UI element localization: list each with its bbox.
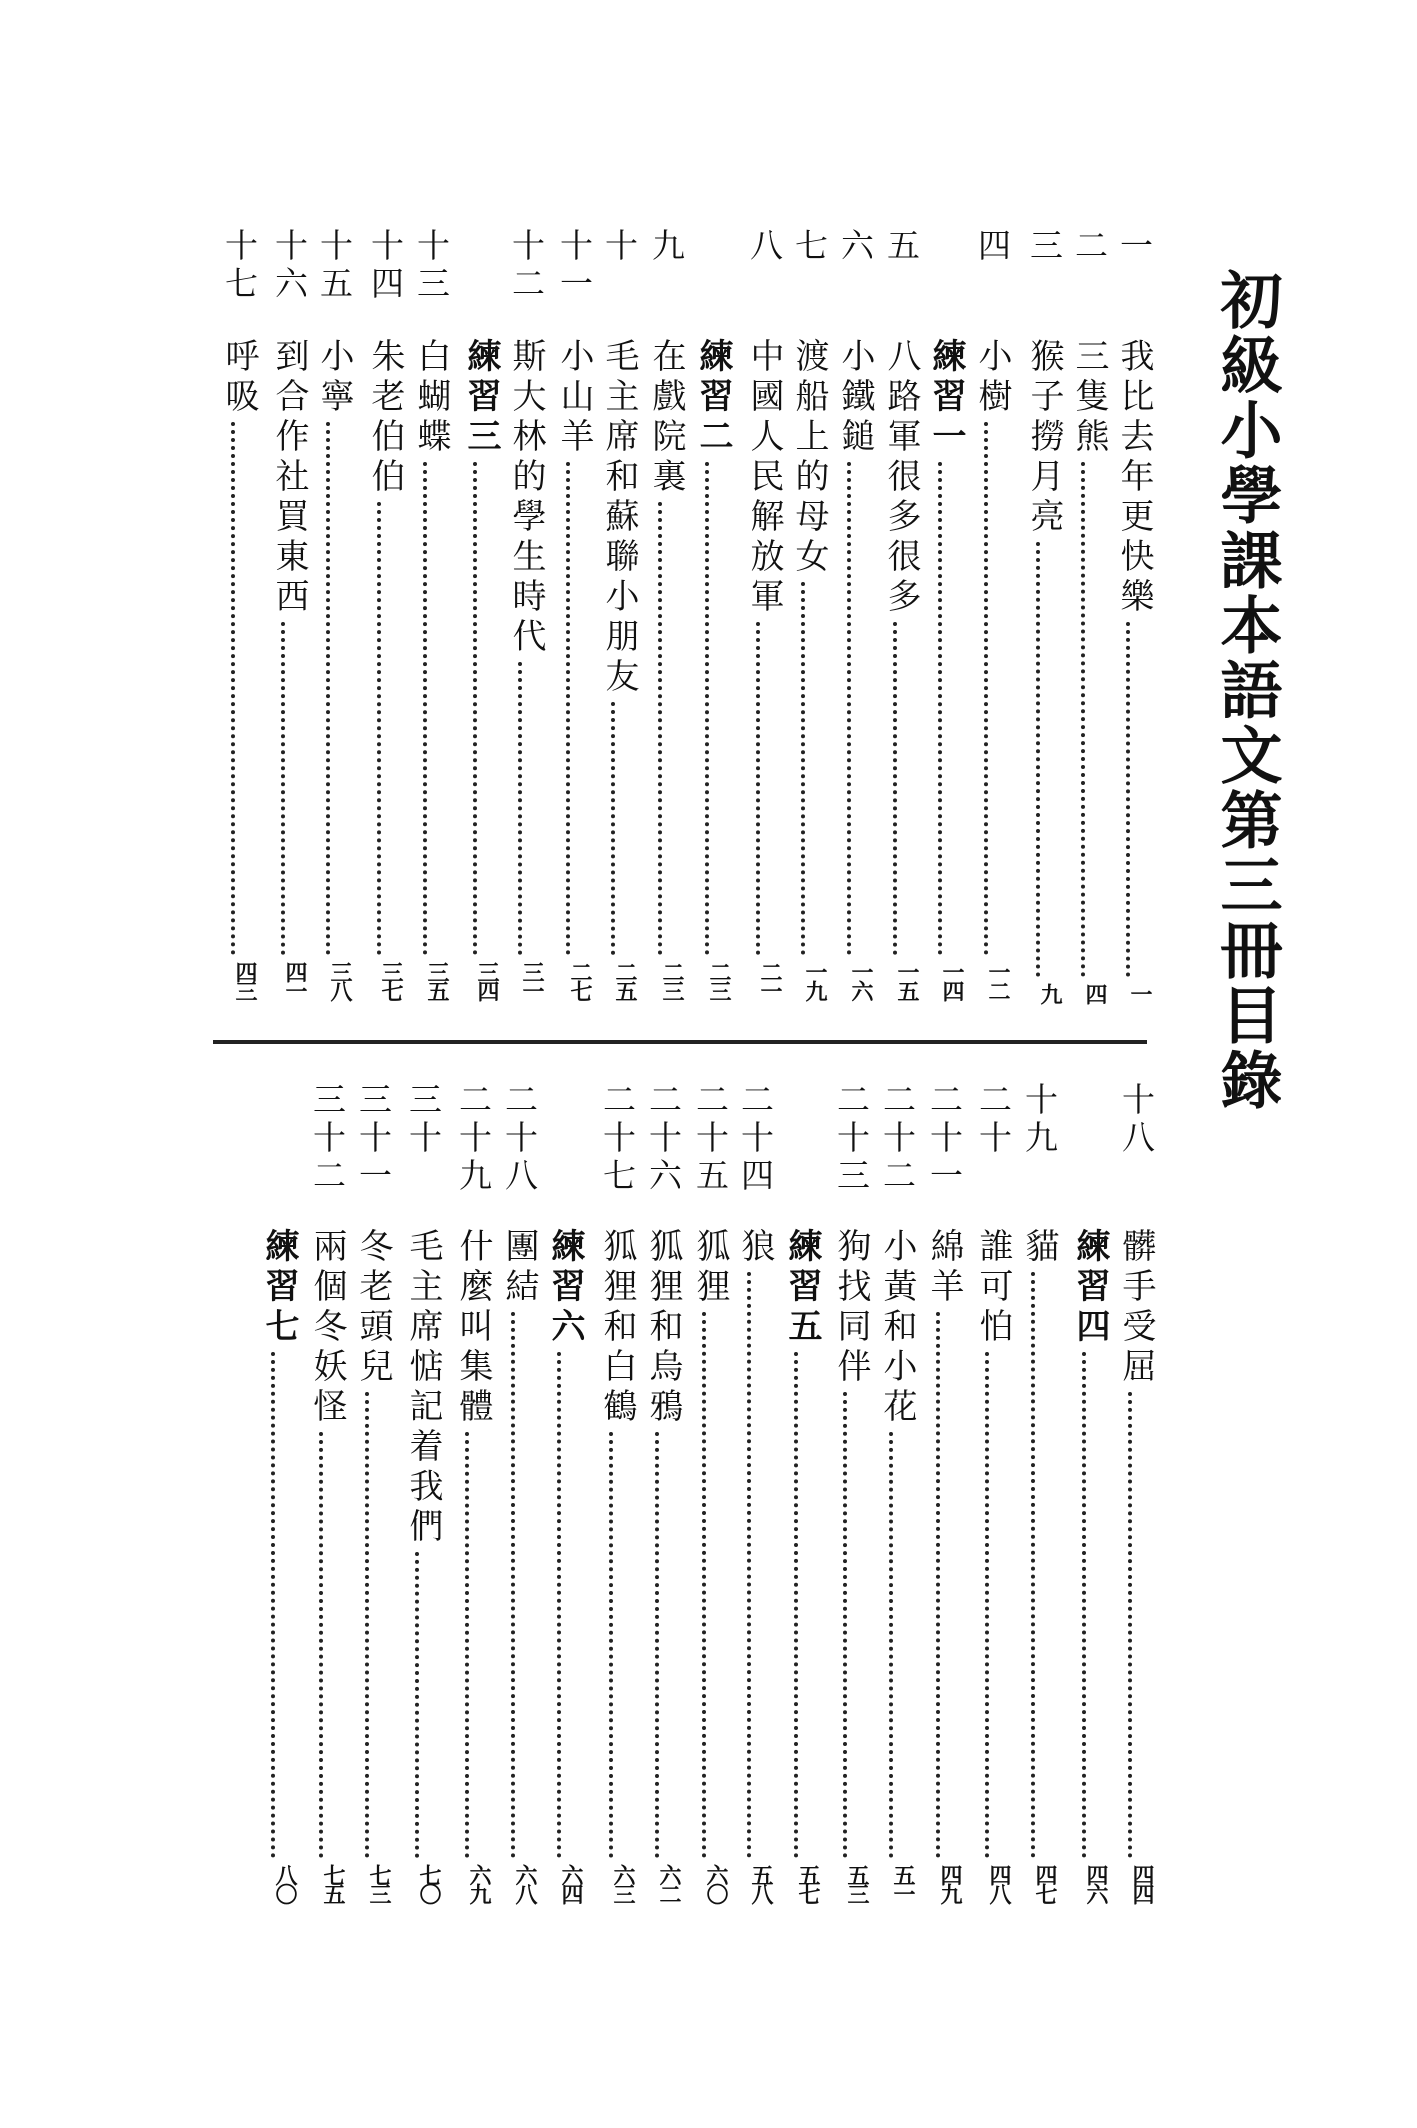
section-divider (213, 1040, 1147, 1044)
lesson-number: 一 (1115, 228, 1154, 266)
toc-entry (210, 228, 259, 1005)
lesson-number: 十六 (270, 228, 309, 304)
leader-dots (319, 1432, 323, 1858)
lesson-title: 毛主席和蘇聯小朋友 (599, 338, 639, 698)
lesson-number: 九 (647, 228, 686, 266)
page-number: 四六 (1083, 1864, 1109, 1902)
leader-dots (985, 1352, 989, 1858)
leader-dots (655, 1432, 659, 1858)
page-title: 初級小學課本語文第三冊目錄 (1210, 268, 1283, 1113)
lesson-number: 五 (882, 228, 921, 266)
lesson-title: 猴子撈月亮 (1024, 338, 1064, 538)
lesson-number: 十三 (412, 228, 451, 304)
page-number: 三八 (327, 961, 353, 999)
page-number: 五七 (795, 1864, 821, 1902)
page-number: 四七 (1032, 1864, 1058, 1902)
leader-dots (801, 582, 805, 955)
toc-entry (1060, 228, 1109, 1005)
toc-entry (298, 1082, 347, 1908)
toc-entry (780, 228, 829, 1005)
lesson-title: 在戲院裏 (646, 338, 686, 498)
lesson-number: 四 (973, 228, 1012, 266)
lesson-number: 二十四 (736, 1082, 775, 1196)
lesson-title: 呼吸 (219, 338, 259, 418)
lesson-number: 十一 (555, 228, 594, 304)
leader-dots (847, 462, 851, 955)
exercise-title: 練習七 (259, 1228, 299, 1348)
page-number: 三五 (424, 961, 450, 999)
toc-entry (964, 1082, 1013, 1908)
leader-dots (756, 622, 760, 955)
toc-entry (402, 228, 451, 1005)
leader-dots (1081, 462, 1085, 977)
lesson-title: 小山羊 (554, 338, 594, 458)
toc-entry (444, 1082, 493, 1908)
page-number: 一 (1127, 983, 1153, 1002)
lesson-number: 十九 (1020, 1082, 1059, 1158)
leader-dots (794, 1352, 798, 1858)
leader-dots (365, 1392, 369, 1858)
lesson-number: 三十二 (308, 1082, 347, 1196)
page-number: 六〇 (703, 1864, 729, 1902)
toc-entry (588, 1082, 637, 1908)
lesson-number: 二十三 (832, 1082, 871, 1196)
lesson-title: 貓 (1019, 1228, 1059, 1268)
page-number: 二三 (659, 961, 685, 999)
toc-entry (1105, 228, 1154, 1005)
lesson-title: 到合作社買東西 (269, 338, 309, 618)
toc-entry (545, 228, 594, 1005)
page-number: 二七 (567, 961, 593, 999)
exercise-title: 練習二 (693, 338, 733, 458)
lesson-number: 十四 (366, 228, 405, 304)
lesson-number: 八 (745, 228, 784, 266)
lesson-title: 我比去年更快樂 (1114, 338, 1154, 618)
lesson-number: 七 (790, 228, 829, 266)
leader-dots (566, 462, 570, 955)
leader-dots (377, 502, 381, 955)
lesson-number: 六 (836, 228, 875, 266)
lesson-title: 小樹 (972, 338, 1012, 418)
lesson-number: 十 (600, 228, 639, 266)
page-number: 四九 (937, 1864, 963, 1902)
toc-entry (684, 228, 733, 1005)
lesson-number: 二十七 (598, 1082, 637, 1196)
leader-dots (889, 1432, 893, 1858)
lesson-number: 二十二 (878, 1082, 917, 1196)
leader-dots (843, 1392, 847, 1858)
lesson-title: 冬老頭兒 (353, 1228, 393, 1388)
lesson-number: 十五 (315, 228, 354, 304)
toc-entry (726, 1082, 775, 1908)
leader-dots (1126, 622, 1130, 977)
lesson-title: 小寧 (314, 338, 354, 418)
lesson-title: 狐狸和烏鴉 (643, 1228, 683, 1428)
lesson-title: 斯大林的學生時代 (506, 338, 546, 658)
leader-dots (511, 1312, 515, 1858)
toc-entry (735, 228, 784, 1005)
leader-dots (1031, 1272, 1035, 1858)
toc-entry (344, 1082, 393, 1908)
exercise-title: 練習一 (926, 338, 966, 458)
page-number: 四三 (232, 961, 258, 999)
toc-entry (356, 228, 405, 1005)
lesson-number: 十二 (507, 228, 546, 304)
toc-entry (260, 228, 309, 1005)
page-number: 二五 (612, 961, 638, 999)
toc-entry (637, 228, 686, 1005)
leader-dots (423, 462, 427, 955)
page-number: 七三 (366, 1864, 392, 1902)
lesson-number: 三十 (404, 1082, 443, 1158)
page-number: 八〇 (272, 1864, 298, 1902)
lesson-number: 十七 (220, 228, 259, 304)
page-number: 四四 (1129, 1864, 1155, 1902)
lesson-number: 二 (1070, 228, 1109, 266)
leader-dots (658, 502, 662, 955)
page-number: 六八 (512, 1864, 538, 1902)
toc-entry (536, 1082, 585, 1908)
lesson-title: 髒手受屈 (1116, 1228, 1156, 1388)
lesson-number: 十八 (1117, 1082, 1156, 1158)
lesson-number: 二十五 (691, 1082, 730, 1196)
page-number: 二一 (757, 961, 783, 999)
toc-entry (1107, 1082, 1156, 1908)
lesson-title: 毛主席惦記着我們 (403, 1228, 443, 1548)
leader-dots (893, 622, 897, 955)
leader-dots (936, 1312, 940, 1858)
exercise-title: 練習五 (782, 1228, 822, 1348)
leader-dots (611, 702, 615, 955)
lesson-title: 狗找同伴 (831, 1228, 871, 1388)
page-number: 五一 (890, 1864, 916, 1902)
lesson-number: 二十 (974, 1082, 1013, 1158)
lesson-title: 白蝴蝶 (411, 338, 451, 458)
toc-entry (590, 228, 639, 1005)
toc-entry (872, 228, 921, 1005)
page-number: 九 (1037, 983, 1063, 1002)
page-number: 二三 (706, 961, 732, 999)
toc-entry (1010, 1082, 1059, 1908)
page-number: 一二 (985, 961, 1011, 999)
toc-entry (634, 1082, 683, 1908)
lesson-title: 狐狸 (690, 1228, 730, 1308)
lesson-title: 狐狸和白鶴 (597, 1228, 637, 1428)
page-number: 七五 (320, 1864, 346, 1902)
toc-entry (915, 1082, 964, 1908)
lesson-title: 小黃和小花 (877, 1228, 917, 1428)
page-number: 四 (1082, 983, 1108, 1002)
toc-entry (490, 1082, 539, 1908)
lesson-title: 兩個冬妖怪 (307, 1228, 347, 1428)
toc-entry (1015, 228, 1064, 1005)
lesson-title: 渡船上的母女 (789, 338, 829, 578)
lesson-title: 朱老伯伯 (365, 338, 405, 498)
leader-dots (1082, 1352, 1086, 1858)
toc-entry (250, 1082, 299, 1908)
leader-dots (609, 1432, 613, 1858)
page-number: 一九 (802, 961, 828, 999)
leader-dots (281, 622, 285, 955)
page-number: 七〇 (416, 1864, 442, 1902)
lesson-title: 三隻熊 (1069, 338, 1109, 458)
page-number: 一四 (939, 961, 965, 999)
page-number: 五八 (748, 1864, 774, 1902)
exercise-title: 練習三 (461, 338, 501, 458)
leader-dots (984, 422, 988, 955)
page-number: 一六 (848, 961, 874, 999)
toc-entry (822, 1082, 871, 1908)
leader-dots (231, 422, 235, 955)
toc-entry (305, 228, 354, 1005)
exercise-title: 練習四 (1070, 1228, 1110, 1348)
lesson-title: 團結 (499, 1228, 539, 1308)
exercise-title: 練習六 (545, 1228, 585, 1348)
leader-dots (465, 1432, 469, 1858)
lesson-number: 三十一 (354, 1082, 393, 1196)
toc-entry (868, 1082, 917, 1908)
leader-dots (557, 1352, 561, 1858)
lesson-number: 二十九 (454, 1082, 493, 1196)
lesson-title: 什麼叫集體 (453, 1228, 493, 1428)
leader-dots (473, 462, 477, 955)
page-number: 六四 (558, 1864, 584, 1902)
leader-dots (938, 462, 942, 955)
lesson-number: 三 (1025, 228, 1064, 266)
leader-dots (705, 462, 709, 955)
page-number: 六九 (466, 1864, 492, 1902)
leader-dots (415, 1552, 419, 1858)
lesson-number: 二十八 (500, 1082, 539, 1196)
leader-dots (271, 1352, 275, 1858)
page-number: 四八 (986, 1864, 1012, 1902)
lesson-number: 二十六 (644, 1082, 683, 1196)
page-number: 三七 (378, 961, 404, 999)
page-number: 六三 (610, 1864, 636, 1902)
toc-entry (452, 228, 501, 1005)
lesson-number: 二十一 (925, 1082, 964, 1196)
lesson-title: 小鐵鎚 (835, 338, 875, 458)
toc-entry (1061, 1082, 1110, 1908)
lesson-title: 八路軍很多很多 (881, 338, 921, 618)
lesson-title: 誰可怕 (973, 1228, 1013, 1348)
lesson-title: 綿羊 (924, 1228, 964, 1308)
leader-dots (326, 422, 330, 955)
lesson-title: 中國人民解放軍 (744, 338, 784, 618)
toc-entry (917, 228, 966, 1005)
toc-entry (394, 1082, 443, 1908)
toc-entry (681, 1082, 730, 1908)
leader-dots (1036, 542, 1040, 977)
page-number: 三一 (519, 961, 545, 999)
toc-entry (826, 228, 875, 1005)
leader-dots (702, 1312, 706, 1858)
leader-dots (747, 1272, 751, 1858)
page-number: 四一 (282, 961, 308, 999)
page-number: 一五 (894, 961, 920, 999)
page-number: 五三 (844, 1864, 870, 1902)
page-number: 六二 (656, 1864, 682, 1902)
toc-entry (773, 1082, 822, 1908)
leader-dots (1128, 1392, 1132, 1858)
toc-entry (963, 228, 1012, 1005)
lesson-title: 狼 (735, 1228, 775, 1268)
toc-entry (497, 228, 546, 1005)
leader-dots (518, 662, 522, 955)
page-number: 三四 (474, 961, 500, 999)
